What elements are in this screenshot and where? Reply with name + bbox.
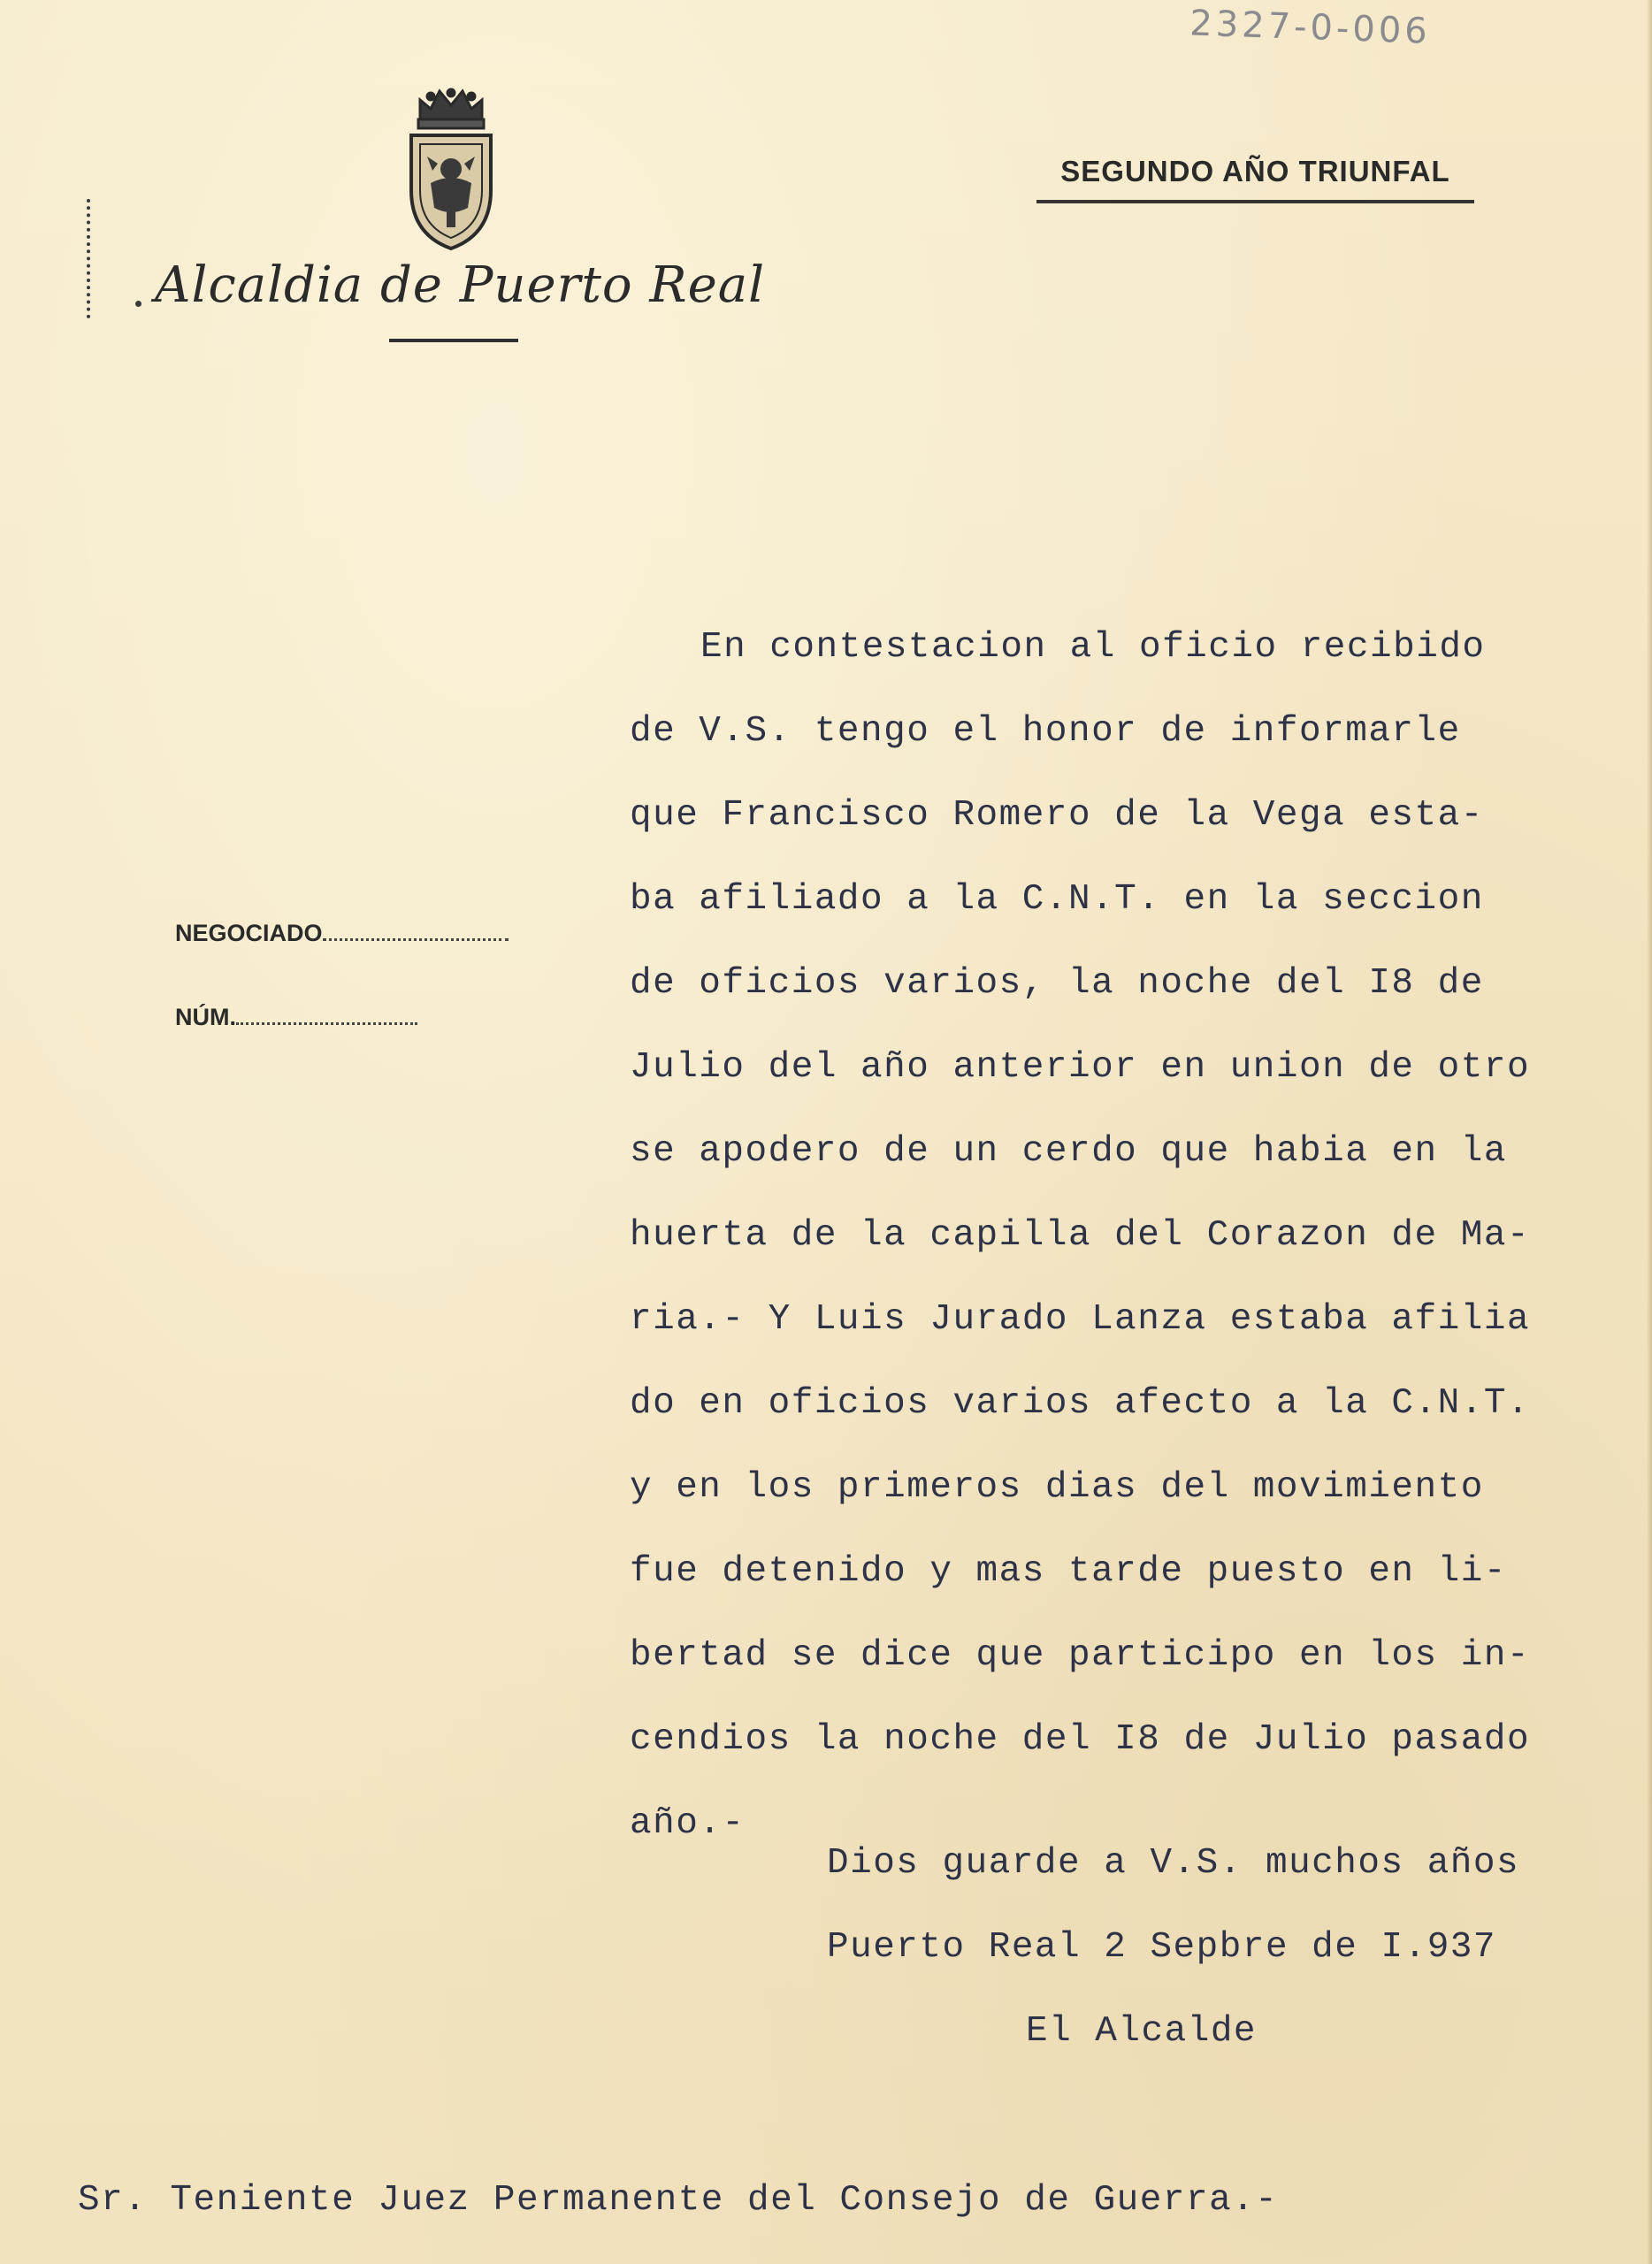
archive-reference: 2327-0-006 bbox=[1189, 3, 1432, 52]
salutation: Dios guarde a V.S. muchos años bbox=[827, 1843, 1520, 1884]
letterhead-name: Alcaldia de Puerto Real bbox=[155, 256, 766, 314]
body-line: do en oficios varios afecto a la C.N.T. bbox=[630, 1383, 1531, 1424]
body-line: año.- bbox=[630, 1803, 746, 1844]
body-line: fue detenido y mas tarde puesto en li- bbox=[630, 1551, 1507, 1592]
body-line: Julio del año anterior en union de otro bbox=[630, 1047, 1531, 1088]
letterhead-underline bbox=[389, 339, 518, 342]
signatory: El Alcalde bbox=[1026, 2011, 1258, 2052]
letter-body bbox=[630, 606, 1611, 1866]
negociado-dotted-line bbox=[323, 935, 509, 941]
margin-mark bbox=[87, 199, 94, 318]
body-line: En contestacion al oficio recibido bbox=[700, 627, 1486, 668]
body-line: ba afiliado a la C.N.T. en la seccion bbox=[630, 879, 1484, 920]
negociado-label: NEGOCIADO bbox=[175, 920, 323, 946]
paper-edge bbox=[1647, 0, 1652, 2264]
num-field bbox=[175, 1004, 547, 1039]
motto-heading: SEGUNDO AÑO TRIUNFAL bbox=[1036, 150, 1474, 203]
body-line: se apodero de un cerdo que habia en la bbox=[630, 1131, 1507, 1172]
letter-closing bbox=[827, 1822, 1623, 2074]
body-line: cendios la noche del I8 de Julio pasado bbox=[630, 1719, 1531, 1760]
negociado-field bbox=[175, 920, 547, 955]
body-line: huerta de la capilla del Corazon de Ma- bbox=[630, 1215, 1531, 1256]
coat-of-arms-icon bbox=[402, 84, 500, 252]
num-dotted-line bbox=[236, 1019, 417, 1025]
num-label: NÚM. bbox=[175, 1004, 236, 1030]
body-line: que Francisco Romero de la Vega esta- bbox=[630, 795, 1484, 836]
body-line: ria.- Y Luis Jurado Lanza estaba afilia bbox=[630, 1299, 1531, 1340]
place-date: Puerto Real 2 Sepbre de I.937 bbox=[827, 1927, 1497, 1968]
margin-dot bbox=[135, 301, 141, 307]
body-line: bertad se dice que participo en los in- bbox=[630, 1635, 1531, 1676]
body-line: de oficios varios, la noche del I8 de bbox=[630, 963, 1484, 1004]
addressee: Sr. Teniente Juez Permanente del Consejo de Guerra.- bbox=[78, 2180, 1279, 2221]
body-line: y en los primeros dias del movimiento bbox=[630, 1467, 1484, 1508]
body-line: de V.S. tengo el honor de informarle bbox=[630, 711, 1461, 752]
